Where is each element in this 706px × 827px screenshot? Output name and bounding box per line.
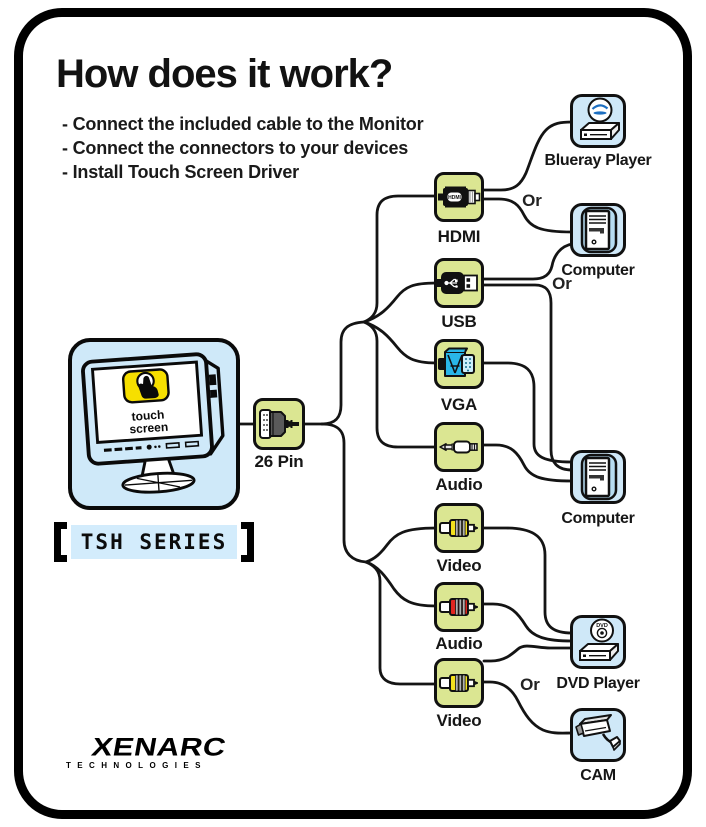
connector-usb-label: USB [441, 312, 477, 331]
logo-brand: XENARC [89, 732, 229, 762]
connector-vga-label: VGA [440, 395, 478, 414]
dsub-26pin-icon [256, 401, 302, 447]
connector-audio-rca [434, 582, 484, 632]
connector-hdmi-label: HDMI [437, 227, 481, 246]
instruction-line: - Install Touch Screen Driver [62, 162, 299, 182]
connector-26pin-label: 26 Pin [254, 452, 304, 471]
blueray-player-icon [573, 96, 623, 146]
instruction-line: - Connect the connectors to your devices [62, 138, 409, 158]
xenarc-logo [64, 732, 250, 770]
touch-label-1: touch [131, 407, 165, 424]
rca-video-icon [437, 661, 481, 705]
svg-text:HDMI: HDMI [448, 195, 461, 202]
device-computer-2 [570, 450, 626, 504]
monitor-illustration [72, 342, 236, 506]
touch-label-2: screen [128, 419, 169, 437]
logo-tagline: TECHNOLOGIES [66, 761, 207, 770]
monitor-panel [68, 338, 240, 510]
audio-jack-icon [437, 425, 481, 469]
rca-video-icon [437, 506, 481, 550]
rca-audio-icon [437, 585, 481, 629]
side-button [209, 374, 216, 385]
connector-audio-jack [434, 422, 484, 472]
connector-video-rca-2-label: Video [436, 711, 482, 730]
vga-plug-icon [437, 342, 481, 386]
connector-video-rca-1-label: Video [436, 556, 482, 575]
page-title: How does it work? [56, 52, 393, 96]
usb-plug-icon [437, 261, 481, 305]
series-badge [54, 522, 254, 562]
computer-tower-icon [573, 205, 623, 255]
device-dvd-label: DVD Player [556, 675, 640, 692]
device-blueray-label: Blueray Player [544, 152, 652, 169]
instruction-list [62, 112, 423, 184]
security-camera-icon [573, 710, 623, 760]
or-label-video: Or [520, 675, 540, 694]
series-label: TSH SERIES [80, 530, 228, 554]
dvd-player-icon [573, 617, 623, 667]
device-blueray [570, 94, 626, 148]
connector-usb [434, 258, 484, 308]
connector-audio-rca-label: Audio [435, 634, 483, 653]
instruction-line: - Connect the included cable to the Monitor [62, 114, 424, 134]
connector-hdmi [434, 172, 484, 222]
connector-vga [434, 339, 484, 389]
svg-text:DVD: DVD [596, 623, 608, 629]
or-label-usb: Or [552, 274, 572, 293]
touch-hand-icon [123, 369, 169, 403]
bracket-left-icon [54, 522, 67, 562]
connector-video-rca-1 [434, 503, 484, 553]
connector-video-rca-2 [434, 658, 484, 708]
device-cam-label: CAM [580, 767, 616, 784]
side-button [210, 390, 217, 398]
computer-tower-icon [573, 452, 623, 502]
hdmi-plug-icon [437, 175, 481, 219]
connector-audio-jack-label: Audio [435, 475, 483, 494]
device-dvd [570, 615, 626, 669]
device-computer-1-label: Computer [561, 262, 635, 279]
bracket-right-icon [241, 522, 254, 562]
device-computer-1 [570, 203, 626, 257]
connector-26pin [253, 398, 305, 450]
device-cam [570, 708, 626, 762]
or-label-hdmi: Or [522, 191, 542, 210]
device-computer-2-label: Computer [561, 510, 635, 527]
